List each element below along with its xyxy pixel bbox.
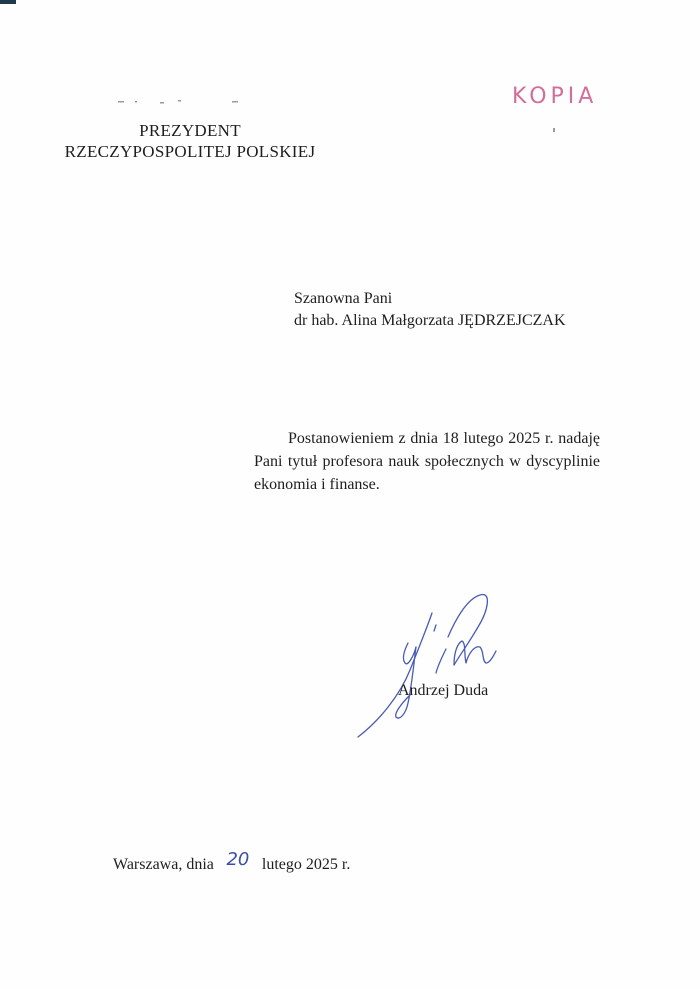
addressee-block bbox=[294, 288, 566, 332]
letterhead bbox=[60, 120, 320, 162]
addressee-name: dr hab. Alina Małgorzata JĘDRZEJCZAK bbox=[294, 312, 566, 329]
scan-corner-mark bbox=[0, 0, 16, 4]
letterhead-line-1: PREZYDENT bbox=[139, 121, 241, 140]
handwritten-signature bbox=[350, 585, 520, 745]
date-prefix: Warszawa, dnia bbox=[113, 856, 214, 873]
copy-stamp: KOPIA bbox=[512, 84, 598, 109]
letter-body bbox=[254, 427, 600, 496]
salutation: Szanowna Pani bbox=[294, 290, 393, 307]
date-day-handwritten: 20 bbox=[226, 849, 250, 870]
letterhead-line-2: RZECZYPOSPOLITEJ POLSKIEJ bbox=[64, 142, 316, 161]
signer-name: Andrzej Duda bbox=[398, 682, 489, 699]
body-paragraph: Postanowieniem z dnia 18 lutego 2025 r. nadaję Pani tytuł profesora nauk społecznych w dyscyplinie ekonomia i finanse. bbox=[254, 430, 600, 493]
date-suffix: lutego 2025 r. bbox=[261, 856, 351, 873]
date-line bbox=[113, 849, 351, 874]
